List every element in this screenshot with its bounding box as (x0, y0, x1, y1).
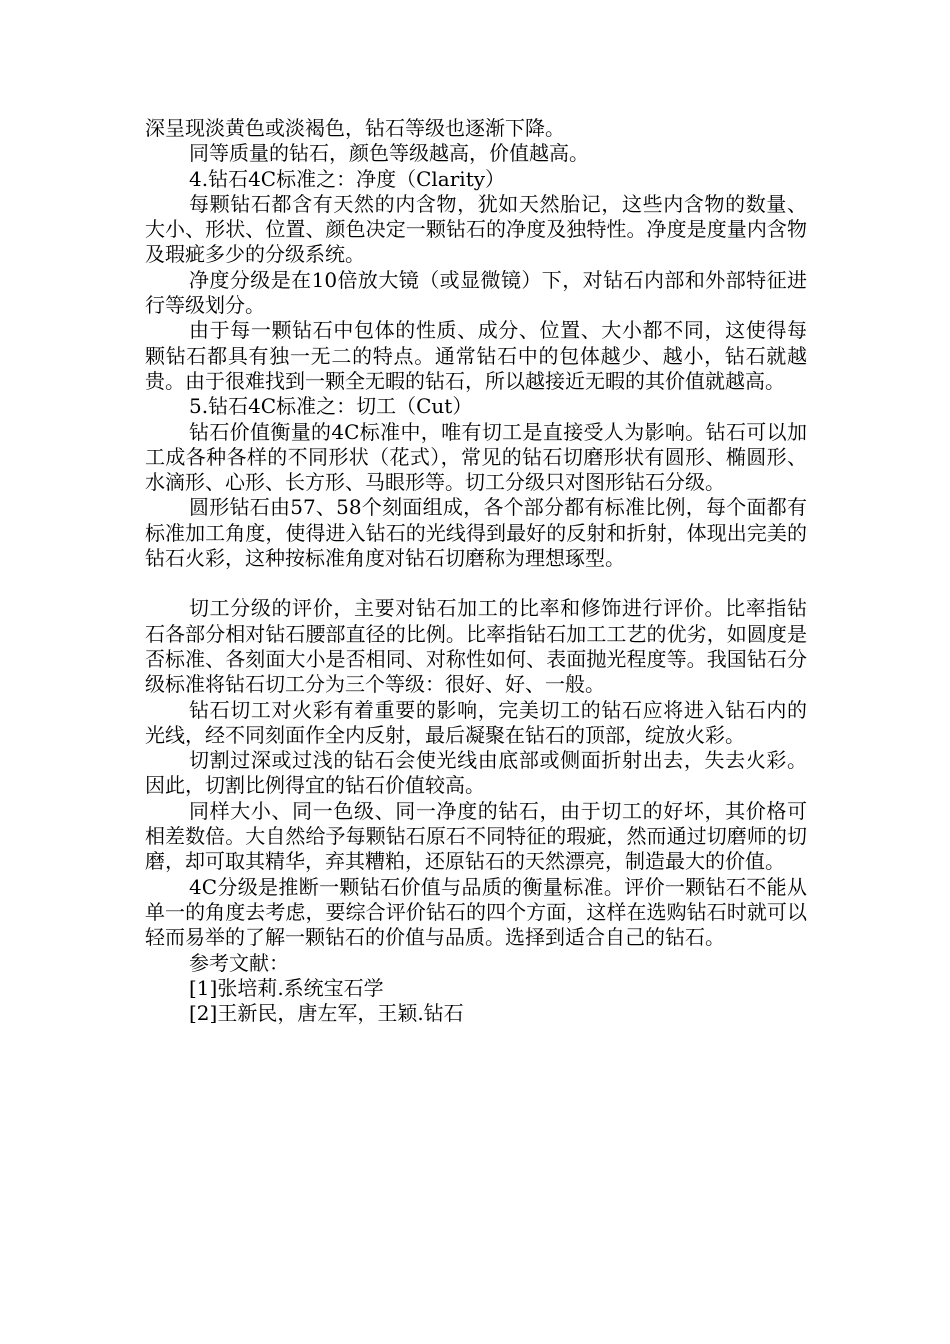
paragraph-cut-round-facets: 圆形钻石由57、58个刻面组成，各个部分都有标准比例，每个面都有标准加工角度，使得进入钻石的光线得到最好的反射和折射，体现出完美的钻石火彩，这种按标准角度对钻石切磨称为理想琢型。 (145, 495, 807, 571)
paragraph-cut-price: 同样大小、同一色级、同一净度的钻石，由于切工的好坏，其价格可相差数倍。大自然给予每颗钻石原石不同特征的瑕疵，然而通过切磨师的切磨，却可取其精华，弃其糟粕，还原钻石的天然漂亮，制造最大的价值。 (145, 798, 807, 874)
paragraph-cut-fire: 钻石切工对火彩有着重要的影响，完美切工的钻石应将进入钻石内的光线，经不同刻面作全内反射，最后凝聚在钻石的顶部，绽放火彩。 (145, 697, 807, 747)
paragraph-clarity-inclusions: 每颗钻石都含有天然的内含物，犹如天然胎记，这些内含物的数量、大小、形状、位置、颜色决定一颗钻石的净度及独特性。净度是度量内含物及瑕疵多少的分级系统。 (145, 191, 807, 267)
paragraph-cut-evaluation: 切工分级的评价，主要对钻石加工的比率和修饰进行评价。比率指钻石各部分相对钻石腰部直径的比例。比率指钻石加工工艺的优劣，如圆度是否标准、各刻面大小是否相同、对称性如何、表面抛光程度等。我国钻石分级标准将钻石切工分为三个等级：很好、好、一般。 (145, 596, 807, 697)
paragraph-clarity-uniqueness: 由于每一颗钻石中包体的性质、成分、位置、大小都不同，这使得每颗钻石都具有独一无二的特点。通常钻石中的包体越少、越小，钻石就越贵。由于很难找到一颗全无暇的钻石，所以越接近无暇的其价值就越高。 (145, 318, 807, 393)
document-body (145, 116, 807, 1026)
reference-item: [2]王新民，唐左军，王颖.钻石 (189, 1001, 464, 1026)
paragraph-color-continuation: 深呈现淡黄色或淡褐色，钻石等级也逐渐下降。 (145, 116, 565, 140)
paragraph-cut-depth: 切割过深或过浅的钻石会使光线由底部或侧面折射出去，失去火彩。因此，切割比例得宜的钻石价值较高。 (145, 748, 807, 798)
references-heading: 参考文献： (189, 950, 289, 975)
paragraph-gap (145, 571, 807, 596)
paragraph-4c-summary: 4C分级是推断一颗钻石价值与品质的衡量标准。评价一颗钻石不能从单一的角度去考虑，要综合评价钻石的四个方面，这样在选购钻石时就可以轻而易举的了解一颗钻石的价值与品质。选择到适合自己的钻石。 (145, 874, 807, 950)
reference-item: [1]张培莉.系统宝石学 (189, 975, 384, 1000)
paragraph-clarity-grading: 净度分级是在10倍放大镜（或显微镜）下，对钻石内部和外部特征进行等级划分。 (145, 267, 807, 318)
heading-cut: 5.钻石4C标准之：切工（Cut） (189, 394, 473, 419)
paragraph-cut-shapes: 钻石价值衡量的4C标准中，唯有切工是直接受人为影响。钻石可以加工成各种各样的不同形状（花式），常见的钻石切磨形状有圆形、椭圆形、水滴形、心形、长方形、马眼形等。切工分级只对图形钻石分级。 (145, 419, 807, 495)
heading-clarity: 4.钻石4C标准之：净度（Clarity） (189, 166, 506, 191)
paragraph-color-value: 同等质量的钻石，颜色等级越高，价值越高。 (189, 141, 589, 166)
